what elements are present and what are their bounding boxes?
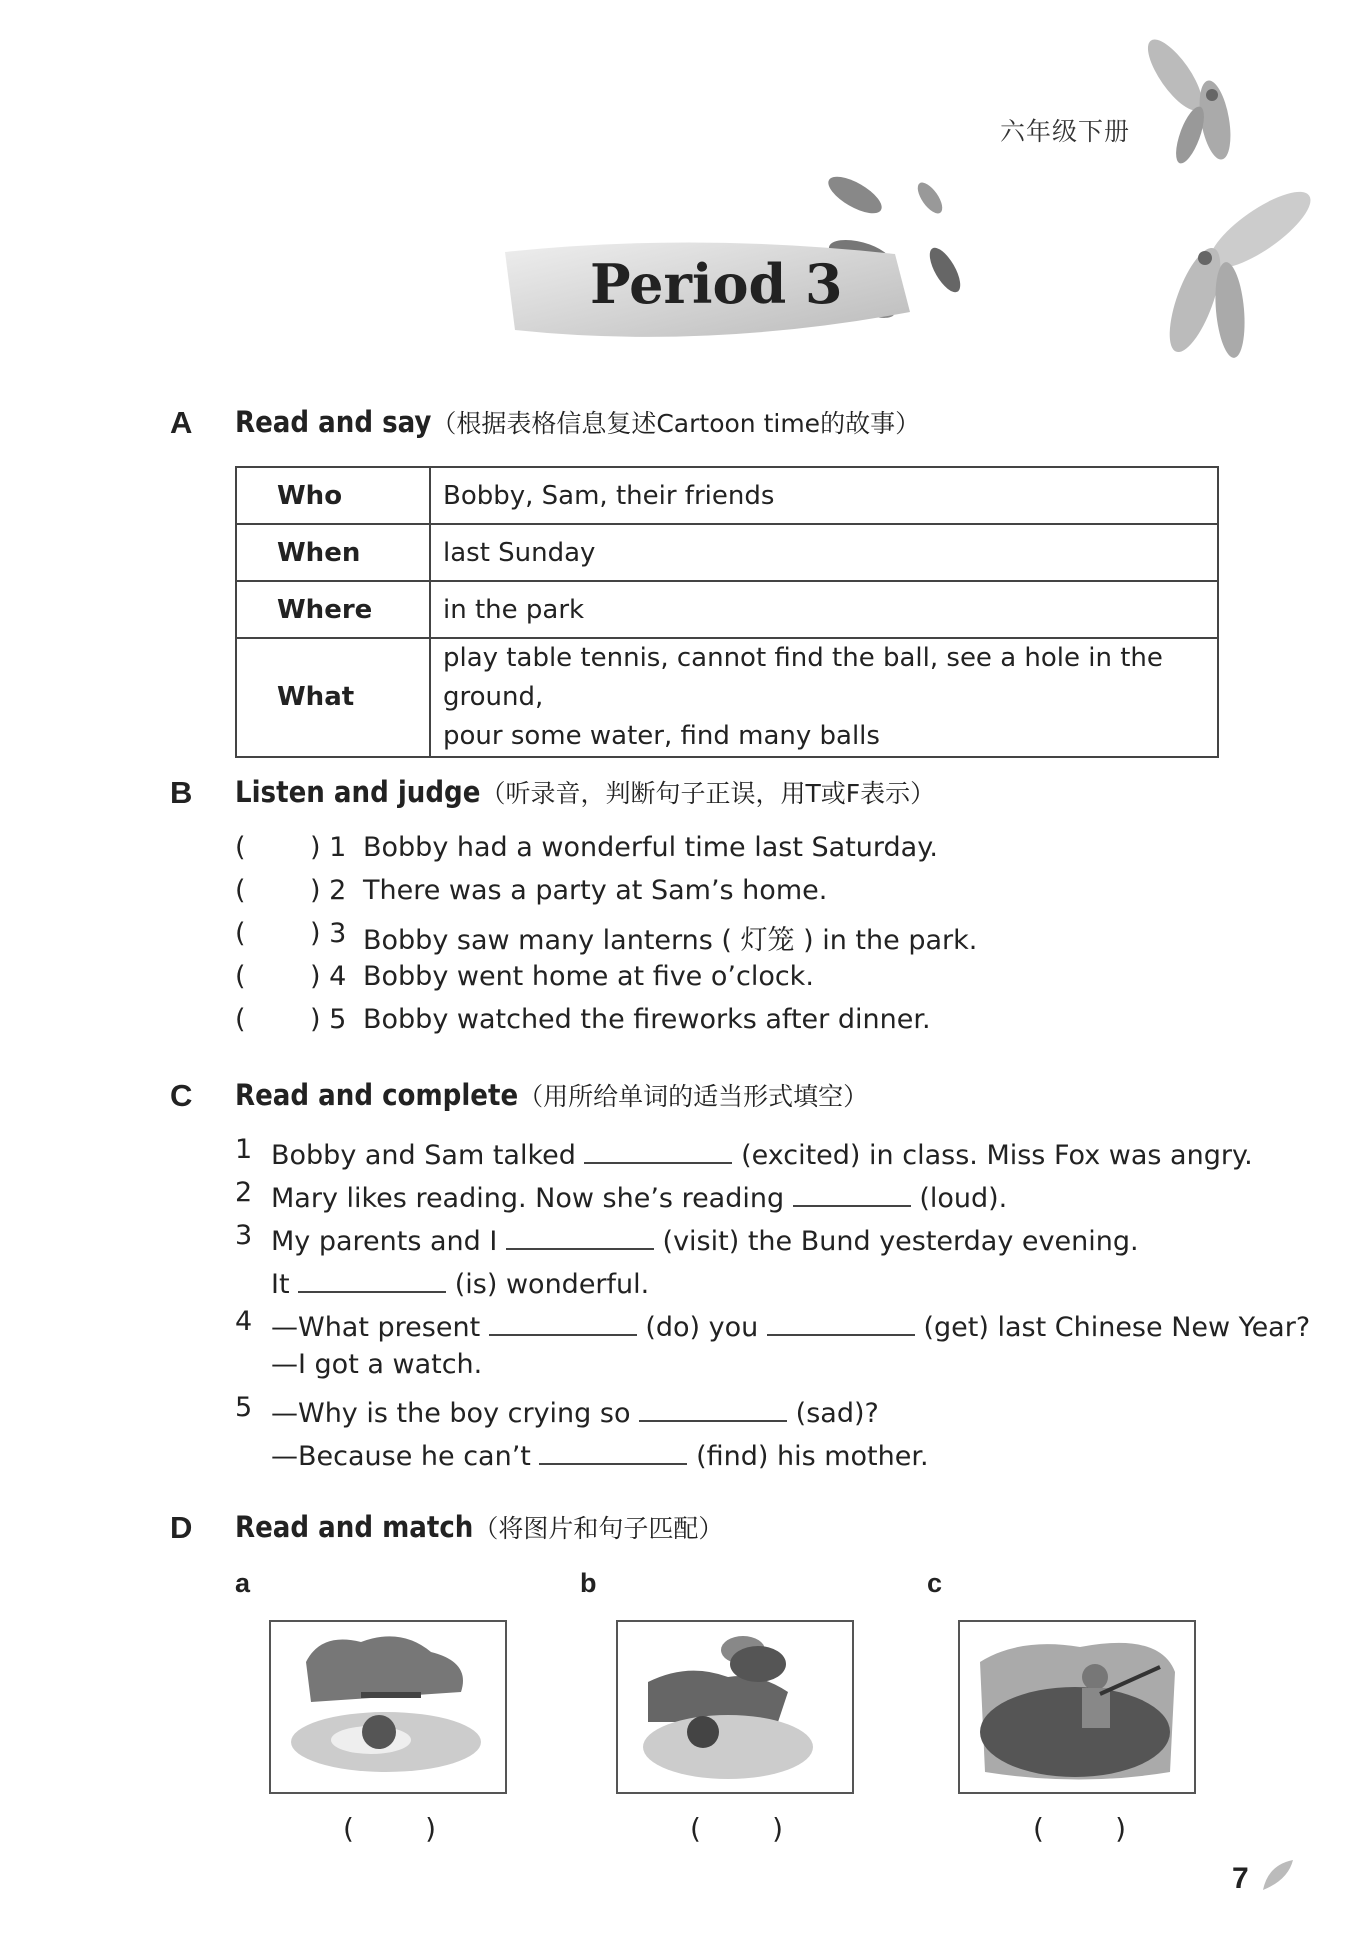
- item-number: ) 5: [310, 1004, 347, 1035]
- fill-blank[interactable]: [767, 1306, 915, 1336]
- table-value: Bobby, Sam, their friends: [430, 467, 1218, 524]
- section-d-note: （将图片和句子匹配）: [473, 1514, 724, 1543]
- section-a-note: （根据表格信息复述Cartoon time的故事）: [431, 409, 921, 438]
- item-text-b: (do) you: [645, 1312, 759, 1343]
- section-b-letter: B: [170, 775, 193, 810]
- section-a-letter: A: [170, 405, 193, 440]
- item-line: [271, 1220, 1139, 1257]
- table-key: When: [236, 524, 430, 581]
- table-value-line-2: pour some water, find many balls: [443, 721, 880, 751]
- picture-c: [958, 1620, 1196, 1794]
- item-text-a: —Because he can’t: [271, 1441, 531, 1472]
- table-key: Where: [236, 581, 430, 638]
- picture-b-label: b: [580, 1568, 597, 1598]
- answer-paren-b[interactable]: ( ): [690, 1812, 784, 1845]
- item-line: [271, 1306, 1310, 1343]
- answer-paren-a[interactable]: ( ): [343, 1812, 437, 1845]
- section-c-title: [235, 1077, 868, 1113]
- section-c-letter: C: [170, 1078, 193, 1113]
- section-c-note: （用所给单词的适当形式填空）: [518, 1082, 869, 1111]
- item-number: ) 1: [310, 832, 347, 863]
- table-row: [236, 467, 1218, 524]
- table-key: What: [236, 638, 430, 757]
- section-d-heading: Read and match: [235, 1510, 474, 1544]
- item-number: 5: [235, 1392, 253, 1423]
- item-text: Bobby went home at five o’clock.: [363, 961, 814, 992]
- fill-blank[interactable]: [298, 1263, 446, 1293]
- table-row: [236, 638, 1218, 757]
- table-row: [236, 581, 1218, 638]
- item-number: 3: [235, 1220, 253, 1251]
- page-number: 7: [1232, 1862, 1249, 1895]
- table-row: [236, 524, 1218, 581]
- item-text: Bobby watched the fireworks after dinner.: [363, 1004, 931, 1035]
- item-text: Bobby saw many lanterns ( 灯笼 ) in the park.: [363, 925, 978, 956]
- item-text-b: (visit) the Bund yesterday evening.: [662, 1226, 1139, 1257]
- table-value: last Sunday: [430, 524, 1218, 581]
- item-text-c: (get) last Chinese New Year?: [923, 1312, 1311, 1343]
- section-b-heading: Listen and judge: [235, 775, 481, 809]
- item-text-a: —I got a watch.: [271, 1349, 483, 1380]
- table-key: Who: [236, 467, 430, 524]
- section-d-title: [235, 1509, 723, 1545]
- item-text: There was a party at Sam’s home.: [363, 875, 828, 906]
- picture-b: [616, 1620, 854, 1794]
- answer-open-paren[interactable]: (: [235, 832, 246, 863]
- fill-blank[interactable]: [506, 1220, 654, 1250]
- picture-a-label: a: [235, 1568, 251, 1598]
- item-text-a: —Why is the boy crying so: [271, 1398, 631, 1429]
- item-line: [271, 1349, 482, 1380]
- item-line: [271, 1435, 929, 1472]
- table-value: in the park: [430, 581, 1218, 638]
- item-number: 1: [235, 1134, 253, 1165]
- item-text: Bobby had a wonderful time last Saturday.: [363, 832, 938, 863]
- dragonfly-decoration-right: [1140, 170, 1320, 380]
- item-text-b: (excited) in class. Miss Fox was angry.: [741, 1140, 1253, 1171]
- fill-blank[interactable]: [584, 1134, 732, 1164]
- item-text-a: My parents and I: [271, 1226, 498, 1257]
- item-text-b: (is) wonderful.: [454, 1269, 650, 1300]
- item-text-a: It: [271, 1269, 290, 1300]
- item-number: ) 3: [310, 918, 347, 949]
- item-text-a: Mary likes reading. Now she’s reading: [271, 1183, 785, 1214]
- page-title: Period 3: [590, 252, 843, 316]
- item-text-b: (find) his mother.: [696, 1441, 929, 1472]
- leaf-icon: [1258, 1855, 1298, 1895]
- section-b-note: （听录音，判断句子正误，用T或F表示）: [480, 779, 936, 808]
- answer-open-paren[interactable]: (: [235, 875, 246, 906]
- answer-open-paren[interactable]: (: [235, 1004, 246, 1035]
- section-c-heading: Read and complete: [235, 1078, 519, 1112]
- item-number: ) 4: [310, 961, 347, 992]
- section-b-title: [235, 774, 935, 810]
- snail-in-water-illustration: [271, 1622, 505, 1792]
- picture-c-label: c: [927, 1568, 943, 1598]
- item-number: ) 2: [310, 875, 347, 906]
- fill-blank[interactable]: [489, 1306, 637, 1336]
- table-value: [430, 638, 1218, 757]
- item-text-b: (sad)?: [795, 1398, 879, 1429]
- answer-open-paren[interactable]: (: [235, 918, 246, 949]
- fill-blank[interactable]: [539, 1435, 687, 1465]
- item-line: [271, 1392, 879, 1429]
- dragonfly-decoration-top: [1130, 30, 1250, 180]
- item-text-a: —What present: [271, 1312, 481, 1343]
- item-line: [271, 1177, 1007, 1214]
- item-line: [271, 1263, 649, 1300]
- picture-a: [269, 1620, 507, 1794]
- section-a-heading: Read and say: [235, 405, 432, 439]
- info-table: [235, 466, 1219, 758]
- section-d-letter: D: [170, 1510, 193, 1545]
- answer-open-paren[interactable]: (: [235, 961, 246, 992]
- boy-with-net-illustration: [960, 1622, 1194, 1792]
- item-text-b: (loud).: [919, 1183, 1008, 1214]
- item-number: 2: [235, 1177, 253, 1208]
- grade-label: 六年级下册: [1000, 117, 1131, 146]
- item-line: [271, 1134, 1253, 1171]
- table-value-line-1: play table tennis, cannot find the ball, see a hole in the ground,: [443, 643, 1163, 712]
- fill-blank[interactable]: [793, 1177, 911, 1207]
- bird-and-snail-illustration: [618, 1622, 852, 1792]
- section-a-title: [235, 404, 920, 440]
- answer-paren-c[interactable]: ( ): [1033, 1812, 1127, 1845]
- item-number: 4: [235, 1306, 253, 1337]
- fill-blank[interactable]: [639, 1392, 787, 1422]
- item-text-a: Bobby and Sam talked: [271, 1140, 576, 1171]
